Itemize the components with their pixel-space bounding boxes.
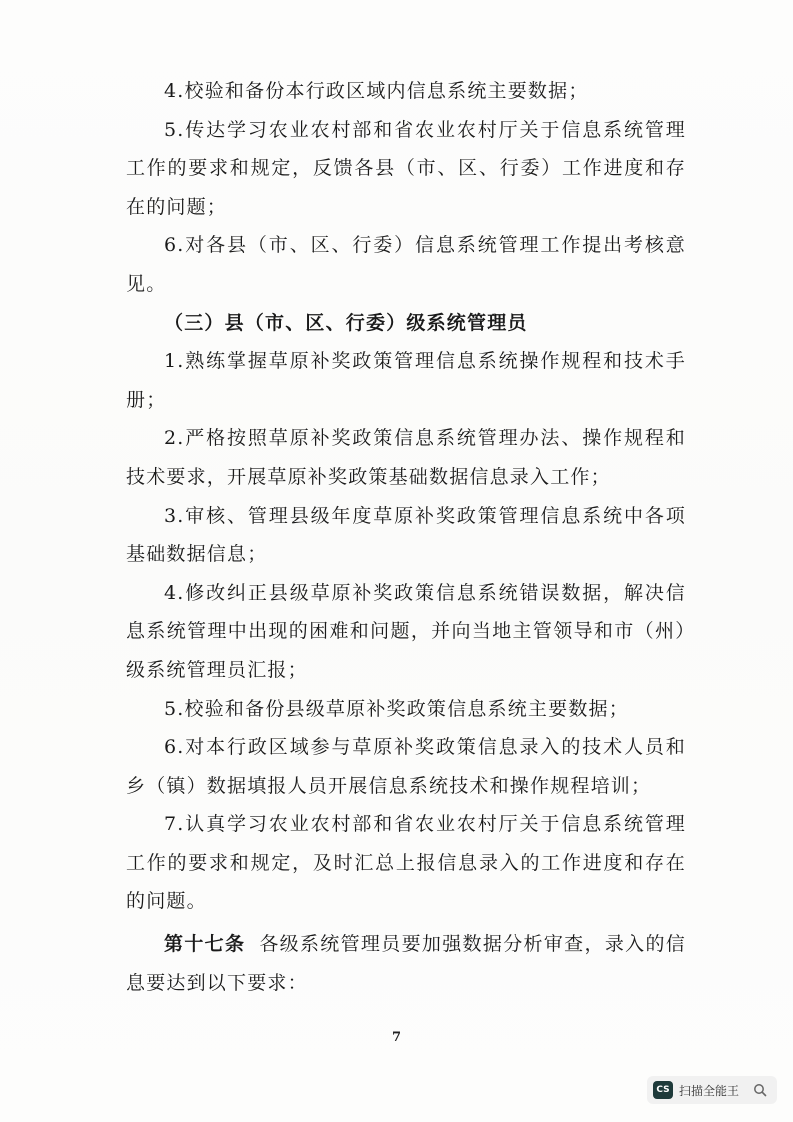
item-6: 6.对各县（市、区、行委）信息系统管理工作提出考核意见。 (126, 234, 686, 295)
county-item-6: 6.对本行政区域参与草原补奖政策信息录入的技术人员和乡（镇）数据填报人员开展信息系统技术和操作规程培训； (126, 736, 686, 797)
article-17 (126, 925, 686, 1002)
section-heading: （三）县（市、区、行委）级系统管理员 (164, 311, 528, 334)
watermark-app-name: 扫描全能王 (678, 1083, 739, 1098)
item-4: 4.校验和备份本行政区域内信息系统主要数据； (164, 80, 589, 102)
article-label: 第十七条 (164, 933, 246, 956)
scanner-watermark (647, 1076, 777, 1104)
county-item-1: 1.熟练掌握草原补奖政策管理信息系统操作规程和技术手册； (126, 350, 686, 411)
county-item-4: 4.修改纠正县级草原补奖政策信息系统错误数据，解决信息系统管理中出现的困难和问题，并向当地主管领导和市（州）级系统管理员汇报； (126, 581, 686, 681)
page-number: 7 (391, 1030, 402, 1045)
camscanner-logo: CS (653, 1081, 673, 1099)
county-item-2: 2.严格按照草原补奖政策信息系统管理办法、操作规程和技术要求，开展草原补奖政策基础数据信息录入工作； (126, 427, 686, 488)
county-item-5: 5.校验和备份县级草原补奖政策信息系统主要数据； (164, 697, 629, 720)
article-text: 各级系统管理员要加强数据分析审查，录入的信息要达到以下要求： (126, 933, 687, 994)
item-5: 5.传达学习农业农村部和省农业农村厅关于信息系统管理工作的要求和规定，反馈各县（市、区、行委）工作进度和存在的问题； (126, 118, 686, 218)
county-item-7: 7.认真学习农业农村部和省农业农村厅关于信息系统管理工作的要求和规定，及时汇总上报信息录入的工作进度和存在的问题。 (126, 813, 686, 913)
county-item-3: 3.审核、管理县级年度草原补奖政策管理信息系统中各项基础数据信息； (126, 504, 686, 566)
search-icon (753, 1083, 767, 1097)
page-body (126, 72, 686, 1002)
